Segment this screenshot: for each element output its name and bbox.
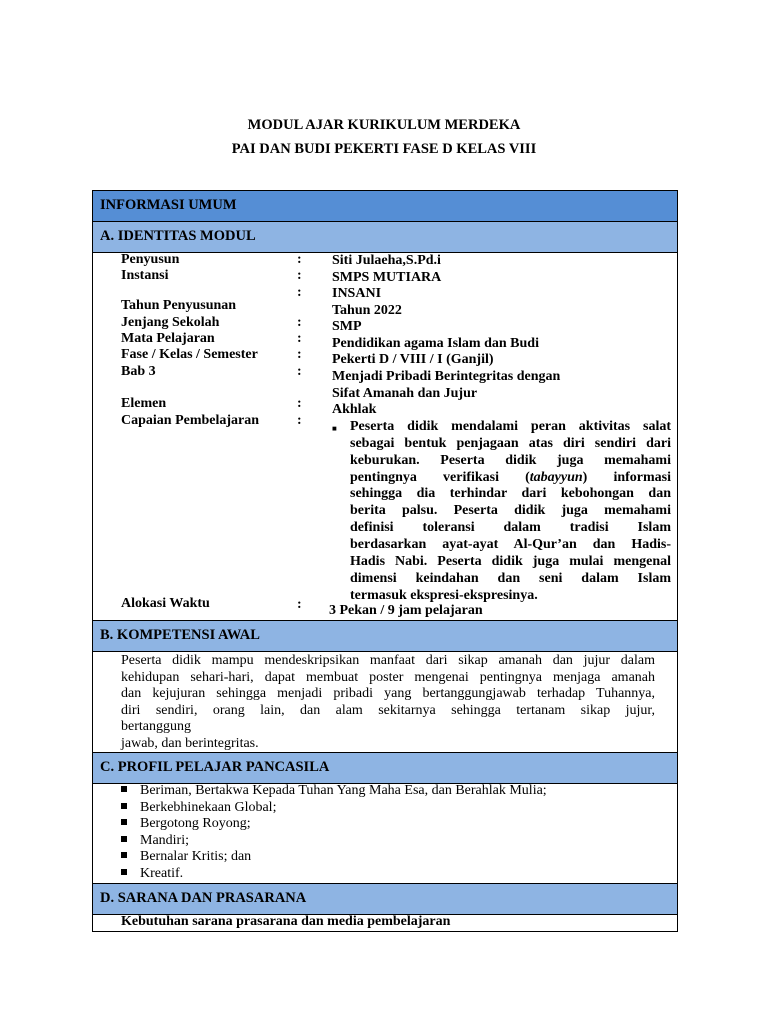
section-title: C. PROFIL PELAJAR PANCASILA [100, 759, 330, 775]
bullet-icon: ■ [332, 424, 337, 433]
document-subtitle: PAI DAN BUDI PEKERTI FASE D KELAS VIII [231, 141, 537, 157]
section-title: A. IDENTITAS MODUL [100, 228, 256, 244]
label-capaian-pembelajaran: Capaian Pembelajaran [121, 413, 260, 428]
capaian-line: Peserta didik mendalami peran aktivitas salat [350, 419, 671, 434]
paragraph-line: dan kejujuran sehingga menjadi pribadi yang bertanggungjawab terhadap Tuhannya, [121, 686, 655, 702]
label-penyusun: Penyusun [121, 252, 180, 267]
list-item-text: Beriman, Bertakwa Kepada Tuhan Yang Maha Esa, dan Berahlak Mulia; [140, 783, 547, 798]
section-header-profil-pelajar [92, 752, 678, 784]
value-line: Tahun 2022 [332, 303, 402, 318]
label-instansi: Instansi [121, 268, 169, 283]
list-item [121, 800, 547, 817]
capaian-line: sebagai bentuk penjagaan atas diri sendiri dari [350, 436, 671, 451]
capaian-line: berita palsu. Peserta didik juga memahami [350, 503, 671, 518]
label-jenjang-sekolah: Jenjang Sekolah [121, 315, 220, 330]
label-mata-pelajaran: Mata Pelajaran [121, 331, 215, 346]
colon: : [297, 347, 302, 362]
colon: : [297, 285, 302, 300]
list-item-text: Bergotong Royong; [140, 816, 251, 832]
value-line: Akhlak [332, 402, 377, 417]
list-item [121, 783, 547, 800]
capaian-line: keburukan. Peserta didik juga memahami [350, 453, 671, 468]
capaian-line: Hadis Nabi. Peserta didik juga mulai mengenal [350, 554, 671, 569]
colon: : [297, 364, 302, 379]
document-title: MODUL AJAR KURIKULUM MERDEKA [247, 117, 521, 133]
value-alokasi-waktu: 3 Pekan / 9 jam pelajaran [329, 603, 483, 618]
capaian-line: definisi toleransi dalam tradisi Islam [350, 520, 671, 535]
capaian-line: termasuk ekspresi-ekspresinya. [350, 588, 538, 603]
section-header-kompetensi-awal [92, 620, 678, 652]
colon: : [297, 331, 302, 346]
label-tahun-penyusunan: Tahun Penyusunan [121, 298, 237, 313]
section-header-informasi-umum [92, 190, 678, 222]
colon: : [297, 597, 302, 612]
list-item-text: Kreatif. [140, 865, 184, 881]
bullet-icon [121, 869, 127, 875]
list-item-text: Bernalar Kritis; dan [140, 849, 252, 865]
bullet-icon [121, 786, 127, 792]
section-title: D. SARANA DAN PRASARANA [100, 890, 307, 906]
colon: : [297, 252, 302, 267]
list-item-text: Berkebhinekaan Global; [140, 799, 277, 815]
sarana-text: Kebutuhan sarana prasarana dan media pembelajaran [121, 914, 451, 929]
profil-list [121, 783, 547, 883]
bullet-icon [121, 852, 127, 858]
paragraph-line: jawab, dan berintegritas. [121, 735, 259, 751]
label-fase-kelas-semester: Fase / Kelas / Semester [121, 347, 258, 362]
capaian-line: berdasarkan ayat-ayat Al-Qur’an dan Hadis- [350, 537, 671, 552]
kompetensi-awal-paragraph [121, 653, 655, 753]
colon: : [297, 396, 302, 411]
paragraph-line: bertanggung [121, 719, 191, 735]
list-item [121, 833, 547, 850]
capaian-line: dimensi keindahan dan seni dalam Islam [350, 571, 671, 586]
colon: : [297, 268, 302, 283]
list-item [121, 866, 547, 883]
paragraph-line: kehidupan sehari-hari, dapat membuat poster mengenai pentingnya menjaga amanah [121, 669, 655, 685]
list-item [121, 816, 547, 833]
section-title: INFORMASI UMUM [100, 197, 237, 213]
value-line: Sifat Amanah dan Jujur [332, 386, 478, 401]
paragraph-line: diri sendiri, orang lain, dan alam sekitarnya sehingga tertanam sikap jujur, [121, 702, 655, 718]
value-line: INSANI [332, 286, 382, 301]
list-item [121, 849, 547, 866]
capaian-line: pentingnya verifikasi (tabayyun) informasi [350, 470, 671, 485]
paragraph-line: Peserta didik mampu mendeskripsikan manfaat dari sikap amanah dan jujur dalam [121, 653, 655, 668]
bullet-icon [121, 819, 127, 825]
value-line: Menjadi Pribadi Berintegritas dengan [332, 369, 561, 384]
label-elemen: Elemen [121, 396, 167, 411]
colon: : [297, 315, 302, 330]
bullet-icon [121, 803, 127, 809]
value-line: Pekerti D / VIII / I (Ganjil) [332, 352, 494, 367]
value-line: Pendidikan agama Islam dan Budi [332, 336, 539, 351]
bullet-icon [121, 836, 127, 842]
value-line: SMP [332, 319, 362, 334]
section-header-sarana-prasarana [92, 883, 678, 915]
section-title: B. KOMPETENSI AWAL [100, 627, 260, 643]
value-line: SMPS MUTIARA [332, 270, 442, 285]
value-line: Siti Julaeha,S.Pd.i [332, 253, 441, 268]
section-header-identitas-modul [92, 221, 678, 253]
capaian-line: sehingga dia terhindar dari kebohongan dan [350, 486, 671, 501]
label-bab: Bab 3 [121, 364, 156, 379]
list-item-text: Mandiri; [140, 832, 189, 848]
label-alokasi-waktu: Alokasi Waktu [121, 596, 210, 611]
colon: : [297, 413, 302, 428]
